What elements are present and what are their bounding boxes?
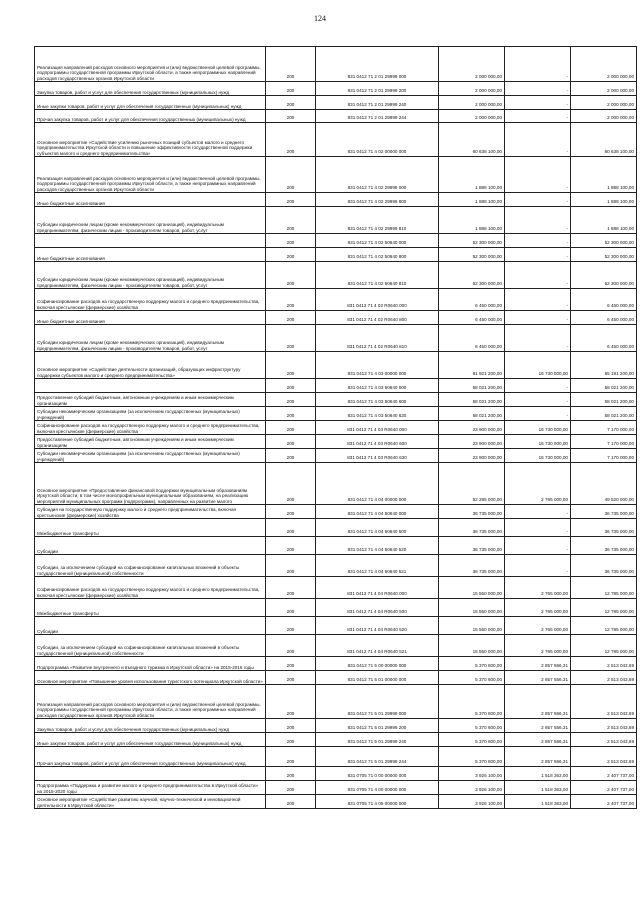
row-name-cell: Иные бюджетные ассигнования	[35, 193, 266, 207]
budget-table	[34, 46, 637, 809]
row-total-cell: 2 000 000,00	[571, 96, 637, 110]
row-code-cell: 200	[266, 767, 316, 781]
row-name-cell: Подпрограмма «Развитие внутреннего и въездного туризма в Иркутской области» на 2015-2016 годы	[35, 657, 266, 671]
row-classification-cell: 831 0412 71 4 04 R0640 500	[316, 599, 439, 617]
row-amount-cell: 6 450 000,00	[439, 325, 505, 352]
row-total-cell: 49 520 000,00	[571, 463, 637, 505]
row-total-cell: 52 300 000,00	[571, 248, 637, 262]
row-change-cell: -	[505, 393, 571, 407]
row-classification-cell: 831 0412 71 2 01 29999 240	[316, 96, 439, 110]
row-code-cell: 200	[266, 234, 316, 248]
row-amount-cell: 15 550 000,00	[439, 635, 505, 657]
row-change-cell: 2 857 556,31	[505, 671, 571, 685]
row-amount-cell: 15 550 000,00	[439, 577, 505, 599]
table-row	[35, 435, 637, 449]
row-code-cell: 200	[266, 435, 316, 449]
row-name-cell: Основное мероприятие «Повышение уровня использования туристского потенциала Иркутской области»	[35, 671, 266, 685]
row-name-cell: Субсидии юридическим лицам (кроме некоммерческих организаций), индивидуальным предпринимателям, физическим лицам - производителям товаров, работ, услуг	[35, 207, 266, 234]
row-amount-cell: 81 921 200,00	[439, 352, 505, 379]
row-classification-cell: 831 0412 71 4 02 29999 800	[316, 193, 439, 207]
row-amount-cell: 58 021 200,00	[439, 379, 505, 393]
row-classification-cell: 831 0412 71 4 03 R0640 000	[316, 421, 439, 435]
table-row	[35, 207, 637, 234]
row-classification-cell: 831 0412 71 5 01 00000 000	[316, 671, 439, 685]
row-total-cell: 36 735 000,00	[571, 519, 637, 537]
row-amount-cell: 3 926 100,00	[439, 767, 505, 781]
table-row	[35, 262, 637, 289]
row-name-cell: Субсидии юридическим лицам (кроме некоммерческих организаций), индивидуальным предпринимателям, физическим лицам - производителям товаров, работ, услуг	[35, 325, 266, 352]
row-change-cell: 1 518 363,00	[505, 781, 571, 795]
row-total-cell: 52 300 000,00	[571, 234, 637, 248]
row-name-cell: Подпрограмма «Поддержка и развитие малого и среднего предпринимательства в Иркутской области» на 2015-2020 годы	[35, 781, 266, 795]
row-amount-cell: 52 300 000,00	[439, 248, 505, 262]
row-code-cell: 200	[266, 289, 316, 311]
row-classification-cell: 831 0412 71 4 03 50640 000	[316, 379, 439, 393]
row-total-cell: 7 170 000,00	[571, 421, 637, 435]
row-name-cell: Субсидии	[35, 537, 266, 555]
row-change-cell: -	[505, 110, 571, 123]
row-name-cell: Предоставление субсидий бюджетным, автономным учреждениям и иным некоммерческим организациям	[35, 393, 266, 407]
row-amount-cell: 52 285 000,00	[439, 463, 505, 505]
row-classification-cell: 831 0412 71 4 02 R0640 000	[316, 289, 439, 311]
row-change-cell: -	[505, 157, 571, 193]
row-change-cell: -	[505, 519, 571, 537]
row-classification-cell: 831 0705 71 0 00 00000 000	[316, 767, 439, 781]
row-total-cell: 1 888 100,00	[571, 207, 637, 234]
row-code-cell: 200	[266, 311, 316, 325]
row-amount-cell: 36 735 000,00	[439, 505, 505, 519]
row-classification-cell: 831 0412 71 4 04 R0640 000	[316, 577, 439, 599]
row-name-cell: Реализация направлений расходов основного мероприятия и (или) ведомственной целевой программы, подпрограммы государственной программы Иркутской области, а также непрограммных направлений расходов государственных органов Иркутской области	[35, 47, 266, 82]
row-total-cell: 36 735 000,00	[571, 537, 637, 555]
row-code-cell: 200	[266, 657, 316, 671]
row-change-cell: 1 518 363,00	[505, 767, 571, 781]
row-code-cell: 200	[266, 733, 316, 747]
row-change-cell: 2 857 556,31	[505, 719, 571, 733]
row-change-cell: -	[505, 555, 571, 577]
row-amount-cell: 5 370 600,00	[439, 719, 505, 733]
row-change-cell: 2 857 556,31	[505, 657, 571, 671]
row-amount-cell: 5 370 600,00	[439, 733, 505, 747]
table-row	[35, 311, 637, 325]
row-amount-cell: 36 735 000,00	[439, 555, 505, 577]
row-total-cell: 2 407 737,00	[571, 767, 637, 781]
row-total-cell: 12 785 000,00	[571, 635, 637, 657]
row-amount-cell: 3 926 100,00	[439, 781, 505, 795]
row-code-cell: 200	[266, 96, 316, 110]
row-amount-cell: 52 300 000,00	[439, 262, 505, 289]
table-row	[35, 657, 637, 671]
row-name-cell: Реализация направлений расходов основного мероприятия и (или) ведомственной целевой программы, подпрограммы государственной программы Иркутской области, а также непрограммных направлений расходов государственных органов Иркутской области	[35, 157, 266, 193]
row-change-cell: -	[505, 207, 571, 234]
row-change-cell: 2 765 000,00	[505, 577, 571, 599]
row-classification-cell: 831 0412 71 5 01 29999 200	[316, 719, 439, 733]
row-amount-cell: 58 021 200,00	[439, 393, 505, 407]
row-name-cell: Межбюджетные трансферты	[35, 599, 266, 617]
table-row	[35, 537, 637, 555]
row-change-cell: 16 730 000,00	[505, 435, 571, 449]
row-change-cell: -	[505, 311, 571, 325]
row-name-cell: Иные бюджетные ассигнования	[35, 311, 266, 325]
table-row	[35, 289, 637, 311]
row-total-cell: 2 513 043,69	[571, 733, 637, 747]
row-total-cell: 2 513 043,69	[571, 685, 637, 719]
row-code-cell: 200	[266, 449, 316, 463]
table-row	[35, 519, 637, 537]
row-total-cell: 58 021 200,00	[571, 379, 637, 393]
row-change-cell: -	[505, 505, 571, 519]
row-name-cell: Софинансирование расходов на государственную поддержку малого и среднего предпринимательства, включая крестьянские (фермерские) хозяйства	[35, 289, 266, 311]
table-row	[35, 635, 637, 657]
row-name-cell: Прочая закупка товаров, работ и услуг для обеспечения государственных (муниципальных) нужд	[35, 110, 266, 123]
row-name-cell: Субсидии, за исключением субсидий на софинансирование капитальных вложений в объекты государственной (муниципальной) собственности	[35, 635, 266, 657]
row-total-cell: 1 888 100,00	[571, 193, 637, 207]
row-code-cell: 200	[266, 193, 316, 207]
row-code-cell: 200	[266, 379, 316, 393]
row-code-cell: 200	[266, 519, 316, 537]
row-classification-cell: 831 0412 71 4 03 50640 630	[316, 407, 439, 421]
row-code-cell: 200	[266, 47, 316, 82]
row-name-cell: Субсидии некоммерческим организациям (за исключением государственных (муниципальных) учреждений)	[35, 449, 266, 463]
row-total-cell: 2 513 043,69	[571, 671, 637, 685]
row-change-cell: -	[505, 234, 571, 248]
row-total-cell: 60 638 100,00	[571, 123, 637, 157]
row-classification-cell: 831 0412 71 4 02 R0640 800	[316, 311, 439, 325]
row-code-cell: 200	[266, 325, 316, 352]
row-code-cell: 200	[266, 635, 316, 657]
row-code-cell: 200	[266, 537, 316, 555]
row-amount-cell: 23 900 000,00	[439, 449, 505, 463]
row-name-cell: Прочая закупка товаров, работ и услуг для обеспечения государственных (муниципальных) нужд	[35, 747, 266, 767]
table-row	[35, 747, 637, 767]
table-row	[35, 767, 637, 781]
row-classification-cell: 831 0412 71 5 01 29999 000	[316, 685, 439, 719]
row-code-cell: 200	[266, 719, 316, 733]
table-row	[35, 234, 637, 248]
row-name-cell: Основное мероприятие «Предоставление финансовой поддержки муниципальным образованиям Иркутской области, в том числе монопрофильным муниципальным образованиям, на реализацию мероприятий муниципальных программ (подпрограмм), направленных на развитие малого	[35, 463, 266, 505]
row-code-cell: 200	[266, 248, 316, 262]
table-row	[35, 123, 637, 157]
row-code-cell: 200	[266, 685, 316, 719]
table-row	[35, 719, 637, 733]
row-total-cell: 2 000 000,00	[571, 110, 637, 123]
row-total-cell: 7 170 000,00	[571, 435, 637, 449]
row-total-cell: 65 191 200,00	[571, 352, 637, 379]
row-name-cell: Софинансирование расходов на государственную поддержку малого и среднего предпринимательства, включая крестьянские (фермерские) хозяйства	[35, 577, 266, 599]
table-row	[35, 352, 637, 379]
row-amount-cell: 23 900 000,00	[439, 421, 505, 435]
page-number: 124	[314, 14, 326, 23]
table-row	[35, 47, 637, 82]
row-name-cell	[35, 379, 266, 393]
row-code-cell: 200	[266, 795, 316, 809]
row-code-cell: 200	[266, 157, 316, 193]
row-code-cell: 200	[266, 617, 316, 635]
row-name-cell: Закупка товаров, работ и услуг для обеспечения государственных (муниципальных) нужд	[35, 82, 266, 96]
row-name-cell	[35, 234, 266, 248]
row-name-cell	[35, 767, 266, 781]
row-change-cell: 2 765 000,00	[505, 599, 571, 617]
row-code-cell: 200	[266, 463, 316, 505]
row-code-cell: 200	[266, 577, 316, 599]
row-classification-cell: 831 0412 71 4 04 00000 000	[316, 463, 439, 505]
row-total-cell: 2 000 000,00	[571, 82, 637, 96]
row-code-cell: 200	[266, 110, 316, 123]
table-row	[35, 379, 637, 393]
row-classification-cell: 831 0412 71 4 04 R0640 520	[316, 617, 439, 635]
row-total-cell: 2 407 737,00	[571, 781, 637, 795]
row-code-cell: 200	[266, 82, 316, 96]
row-change-cell: -	[505, 407, 571, 421]
row-amount-cell: 2 000 000,00	[439, 96, 505, 110]
table-row	[35, 82, 637, 96]
table-row	[35, 671, 637, 685]
row-name-cell: Субсидии, за исключением субсидий на софинансирование капитальных вложений в объекты государственной (муниципальной) собственности	[35, 555, 266, 577]
row-classification-cell: 831 0412 71 2 01 29999 244	[316, 110, 439, 123]
row-amount-cell: 5 370 600,00	[439, 657, 505, 671]
row-change-cell: 16 730 000,00	[505, 421, 571, 435]
row-name-cell: Иные бюджетные ассигнования	[35, 248, 266, 262]
row-code-cell: 200	[266, 207, 316, 234]
row-code-cell: 200	[266, 505, 316, 519]
row-name-cell: Реализация направлений расходов основного мероприятия и (или) ведомственной целевой программы, подпрограммы государственной программы Иркутской области, а также непрограммных направлений расходов государственных органов Иркутской области	[35, 685, 266, 719]
row-change-cell: -	[505, 96, 571, 110]
row-name-cell: Субсидии	[35, 617, 266, 635]
table-row	[35, 421, 637, 435]
row-classification-cell: 831 0412 71 4 03 50640 600	[316, 393, 439, 407]
row-change-cell: -	[505, 289, 571, 311]
row-name-cell: Основное мероприятие «Содействие развитию научной, научно-технической и инновационной деятельности в Иркутской области»	[35, 795, 266, 809]
row-total-cell: 36 735 000,00	[571, 505, 637, 519]
row-total-cell: 58 021 200,00	[571, 393, 637, 407]
row-classification-cell: 831 0412 71 2 01 29999 000	[316, 47, 439, 82]
row-code-cell: 200	[266, 352, 316, 379]
table-row	[35, 248, 637, 262]
row-total-cell: 58 021 200,00	[571, 407, 637, 421]
table-row	[35, 617, 637, 635]
row-classification-cell: 831 0412 71 4 03 R0640 630	[316, 449, 439, 463]
row-change-cell: -	[505, 193, 571, 207]
row-classification-cell: 831 0412 71 2 01 29999 200	[316, 82, 439, 96]
row-code-cell: 200	[266, 421, 316, 435]
row-classification-cell: 831 0412 71 4 04 50640 500	[316, 519, 439, 537]
row-amount-cell: 6 450 000,00	[439, 311, 505, 325]
table-row	[35, 781, 637, 795]
row-total-cell: 6 450 000,00	[571, 325, 637, 352]
table-row	[35, 463, 637, 505]
row-name-cell: Предоставление субсидий бюджетным, автономным учреждениям и иным некоммерческим организациям	[35, 435, 266, 449]
table-row	[35, 393, 637, 407]
row-code-cell: 200	[266, 747, 316, 767]
row-change-cell: 2 765 000,00	[505, 635, 571, 657]
table-row	[35, 193, 637, 207]
row-code-cell: 200	[266, 393, 316, 407]
table-row	[35, 96, 637, 110]
row-name-cell: Субсидия на государственную поддержку малого и среднего предпринимательства, включая крестьянские (фермерские) хозяйства	[35, 505, 266, 519]
row-amount-cell: 1 888 100,00	[439, 193, 505, 207]
row-total-cell: 1 888 100,00	[571, 157, 637, 193]
table-row	[35, 795, 637, 809]
row-amount-cell: 15 550 000,00	[439, 599, 505, 617]
row-amount-cell: 3 926 100,00	[439, 795, 505, 809]
row-amount-cell: 5 370 600,00	[439, 685, 505, 719]
row-total-cell: 2 513 043,69	[571, 747, 637, 767]
table-row	[35, 449, 637, 463]
row-amount-cell: 1 888 100,00	[439, 157, 505, 193]
row-code-cell: 200	[266, 599, 316, 617]
row-classification-cell: 831 0412 71 4 04 50640 521	[316, 555, 439, 577]
row-classification-cell: 831 0412 71 4 02 29999 810	[316, 207, 439, 234]
table-row	[35, 685, 637, 719]
row-classification-cell: 831 0412 71 4 02 00000 000	[316, 123, 439, 157]
row-name-cell: Закупка товаров, работ и услуг для обеспечения государственных (муниципальных) нужд	[35, 719, 266, 733]
table-row	[35, 733, 637, 747]
table-row	[35, 110, 637, 123]
row-total-cell: 52 300 000,00	[571, 262, 637, 289]
row-name-cell: Межбюджетные трансферты	[35, 519, 266, 537]
row-total-cell: 2 513 043,69	[571, 657, 637, 671]
row-total-cell: 2 513 043,69	[571, 719, 637, 733]
row-total-cell: 6 450 000,00	[571, 289, 637, 311]
table-row	[35, 407, 637, 421]
row-amount-cell: 5 370 600,00	[439, 747, 505, 767]
table-row	[35, 505, 637, 519]
row-classification-cell: 831 0412 71 4 03 R0640 600	[316, 435, 439, 449]
row-total-cell: 36 735 000,00	[571, 555, 637, 577]
row-change-cell: -	[505, 379, 571, 393]
row-name-cell: Основное мероприятие «Содействие деятельности организаций, образующих инфраструктуру поддержки субъектов малого и среднего предпринимательства»	[35, 352, 266, 379]
row-amount-cell: 52 300 000,00	[439, 234, 505, 248]
row-change-cell: 2 857 556,31	[505, 747, 571, 767]
budget-table-body	[35, 47, 637, 809]
row-amount-cell: 58 021 200,00	[439, 407, 505, 421]
row-change-cell: -	[505, 47, 571, 82]
row-amount-cell: 2 000 000,00	[439, 82, 505, 96]
table-row	[35, 555, 637, 577]
row-name-cell: Иные закупки товаров, работ и услуг для обеспечения государственных (муниципальных) нужд	[35, 733, 266, 747]
row-change-cell: 16 730 000,00	[505, 352, 571, 379]
row-classification-cell: 831 0705 71 4 05 00000 000	[316, 795, 439, 809]
row-amount-cell: 2 000 000,00	[439, 110, 505, 123]
row-change-cell: -	[505, 248, 571, 262]
row-classification-cell: 831 0412 71 4 03 00000 000	[316, 352, 439, 379]
row-change-cell: -	[505, 262, 571, 289]
row-classification-cell: 831 0412 71 4 02 29999 000	[316, 157, 439, 193]
row-total-cell: 6 450 000,00	[571, 311, 637, 325]
row-code-cell: 200	[266, 555, 316, 577]
row-code-cell: 200	[266, 407, 316, 421]
row-amount-cell: 36 735 000,00	[439, 519, 505, 537]
row-change-cell: 2 765 000,00	[505, 463, 571, 505]
table-row	[35, 577, 637, 599]
row-amount-cell: 23 900 000,00	[439, 435, 505, 449]
row-name-cell: Субсидии юридическим лицам (кроме некоммерческих организаций), индивидуальным предпринимателям, физическим лицам - производителям товаров, работ, услуг	[35, 262, 266, 289]
row-change-cell: 2 857 556,31	[505, 733, 571, 747]
table-row	[35, 599, 637, 617]
row-change-cell: 2 765 000,00	[505, 617, 571, 635]
row-classification-cell: 831 0412 71 5 00 00000 000	[316, 657, 439, 671]
table-row	[35, 157, 637, 193]
row-classification-cell: 831 0412 71 4 02 50640 810	[316, 262, 439, 289]
row-amount-cell: 5 370 600,00	[439, 671, 505, 685]
row-amount-cell: 6 450 000,00	[439, 289, 505, 311]
row-change-cell: -	[505, 123, 571, 157]
row-amount-cell: 15 550 000,00	[439, 617, 505, 635]
row-classification-cell: 831 0412 71 4 04 50640 520	[316, 537, 439, 555]
row-amount-cell: 2 000 000,00	[439, 47, 505, 82]
row-amount-cell: 60 638 100,00	[439, 123, 505, 157]
row-code-cell: 200	[266, 262, 316, 289]
row-name-cell: Основное мероприятие «Содействие усилению рыночных позиций субъектов малого и среднего предпринимательства Иркутской области и повышение эффективности государственной поддержки субъектов малого и среднего предпринимательства»	[35, 123, 266, 157]
row-classification-cell: 831 0412 71 5 01 29999 240	[316, 733, 439, 747]
row-code-cell: 200	[266, 671, 316, 685]
table-row	[35, 325, 637, 352]
row-total-cell: 12 785 000,00	[571, 577, 637, 599]
row-total-cell: 12 785 000,00	[571, 599, 637, 617]
row-name-cell: Иные закупки товаров, работ и услуг для обеспечения государственных (муниципальных) нужд	[35, 96, 266, 110]
row-change-cell: 16 730 000,00	[505, 449, 571, 463]
row-total-cell: 2 000 000,00	[571, 47, 637, 82]
row-code-cell: 200	[266, 781, 316, 795]
row-classification-cell: 831 0412 71 4 04 50640 000	[316, 505, 439, 519]
row-classification-cell: 831 0412 71 5 01 29999 244	[316, 747, 439, 767]
row-classification-cell: 831 0412 71 4 02 50640 000	[316, 234, 439, 248]
row-total-cell: 12 785 000,00	[571, 617, 637, 635]
row-total-cell: 2 407 737,00	[571, 795, 637, 809]
row-amount-cell: 1 888 100,00	[439, 207, 505, 234]
row-classification-cell: 831 0412 71 4 02 R0640 810	[316, 325, 439, 352]
row-change-cell: -	[505, 537, 571, 555]
row-classification-cell: 831 0705 71 4 00 00000 000	[316, 781, 439, 795]
row-name-cell: Субсидии некоммерческим организациям (за исключением государственных (муниципальных) учреждений)	[35, 407, 266, 421]
row-amount-cell: 36 735 000,00	[439, 537, 505, 555]
row-classification-cell: 831 0412 71 4 04 R0640 521	[316, 635, 439, 657]
row-code-cell: 200	[266, 123, 316, 157]
row-name-cell: Софинансирование расходов на государственную поддержку малого и среднего предпринимательства, включая крестьянские (фермерские) хозяйства	[35, 421, 266, 435]
row-classification-cell: 831 0412 71 4 02 50640 800	[316, 248, 439, 262]
row-change-cell: 1 518 363,00	[505, 795, 571, 809]
row-change-cell: -	[505, 82, 571, 96]
row-change-cell: -	[505, 325, 571, 352]
row-change-cell: 2 857 556,31	[505, 685, 571, 719]
row-total-cell: 7 170 000,00	[571, 449, 637, 463]
